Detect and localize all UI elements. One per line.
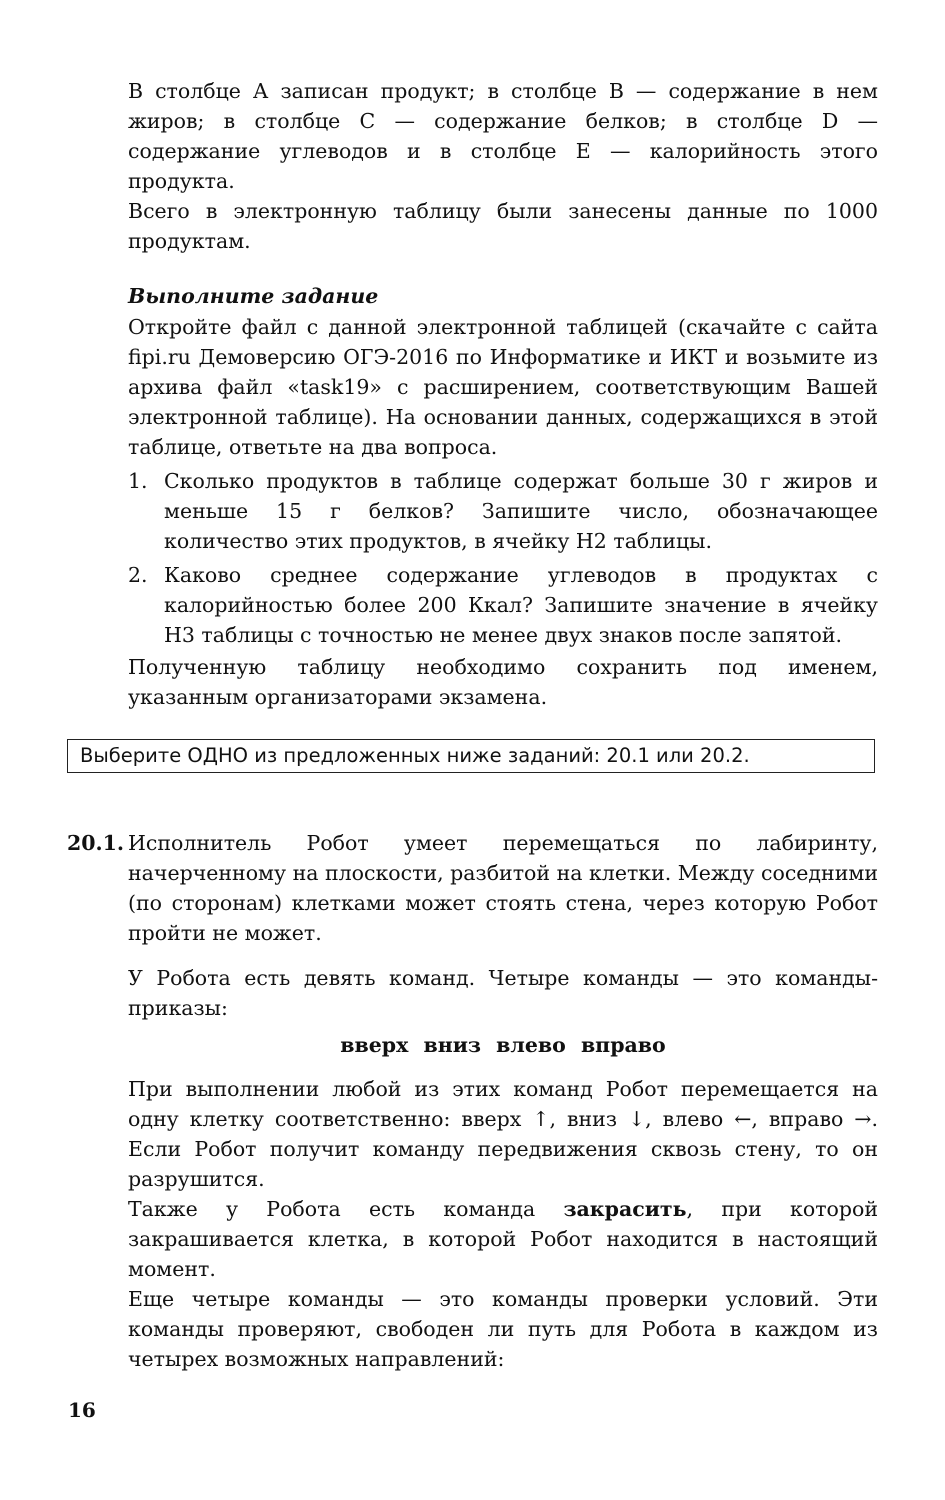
command-list: вверх вниз влево вправо: [340, 1033, 666, 1057]
task201-paragraph-movement: При выполнении любой из этих команд Робот перемещается на одну клетку соответственно: вверх ↑, вниз ↓, влево ←, вправо →. Если Робот получит команду передвижения сквозь стену, то он разрушится.: [128, 1077, 878, 1191]
task201-intro: [128, 828, 878, 948]
task-heading: Выполните задание: [128, 284, 379, 308]
question-text: Сколько продуктов в таблице содержат больше 30 г жиров и меньше 15 г белков? Запишите число, обозначающее количество этих продуктов, в ячейку H2 таблицы.: [164, 469, 878, 553]
question-text: Каково среднее содержание углеводов в продуктах с калорийностью более 200 Ккал? Запишите значение в ячейку H3 таблицы с точностью не менее двух знаков после запятой.: [164, 563, 878, 647]
save-note: Полученную таблицу необходимо сохранить под именем, указанным организаторами экзамена.: [128, 655, 878, 709]
question-number: 1.: [128, 469, 148, 493]
task201-conditions: [128, 1284, 878, 1374]
task201-paragraph-commands: У Робота есть девять команд. Четыре команды — это команды-приказы:: [128, 966, 878, 1020]
task-number: 20.1.: [67, 831, 125, 855]
intro-paragraph-columns: В столбце А записан продукт; в столбце В — содержание в нем жиров; в столбце С — содержание белков; в столбце D — содержание углеводов и в столбце Е — калорийность этого продукта.: [128, 79, 878, 193]
paint-text-before: Также у Робота есть команда: [128, 1197, 564, 1221]
task201-paint: [128, 1194, 878, 1284]
task201-movement: [128, 1074, 878, 1194]
task201-paragraph-paint: [128, 1194, 878, 1284]
question-number: 2.: [128, 563, 148, 587]
list-item: [128, 466, 878, 556]
intro-paragraph-total: Всего в электронную таблицу были занесены данные по 1000 продуктам.: [128, 199, 878, 253]
task-section: [128, 312, 878, 462]
task201-commands-intro: [128, 963, 878, 1023]
page-number: 16: [68, 1398, 96, 1422]
question-list: [128, 466, 878, 654]
paint-command: закрасить: [563, 1197, 687, 1221]
list-item: [128, 560, 878, 650]
intro-section: [128, 76, 878, 256]
task-paragraph-open-file: Откройте файл с данной электронной таблицей (скачайте с сайта fipi.ru Демоверсию ОГЭ-2016 по Информатике и ИКТ и возьмите из архива файл «task19» с расширением, соответствующим Вашей электронной таблице). На основании данных, содержащихся в этой таблице, ответьте на два вопроса.: [128, 315, 878, 459]
choice-box: Выберите ОДНО из предложенных ниже заданий: 20.1 или 20.2.: [67, 739, 875, 773]
paint-text-after: , при которой закрашивается клетка, в которой Робот находится в настоящий момент.: [128, 1197, 879, 1281]
task201-paragraph-maze: Исполнитель Робот умеет перемещаться по лабиринту, начерченному на плоскости, разбитой на клетки. Между соседними (по сторонам) клетками может стоять стена, через которую Робот пройти не может.: [128, 831, 878, 945]
task201-paragraph-conditions: Еще четыре команды — это команды проверки условий. Эти команды проверяют, свободен ли путь для Робота в каждом из четырех возможных направлений:: [128, 1287, 878, 1371]
save-note-section: [128, 652, 878, 712]
